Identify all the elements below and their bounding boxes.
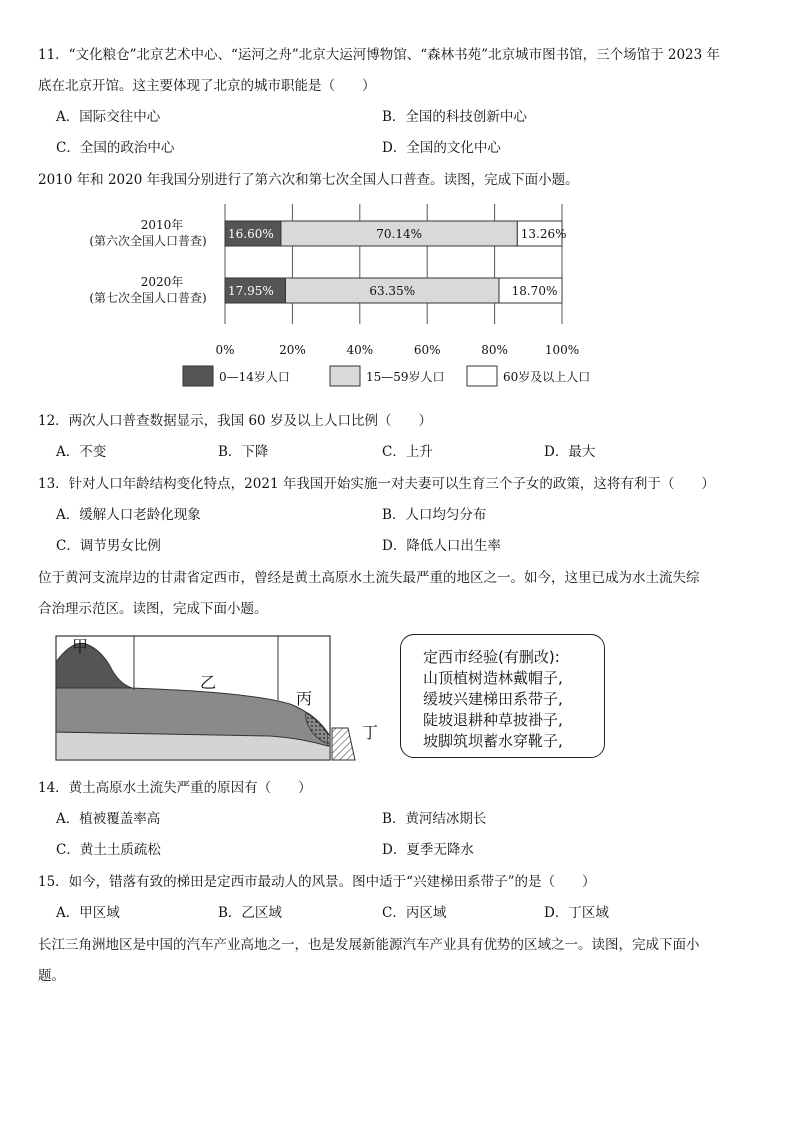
q12-option-c: C．上升 bbox=[382, 444, 433, 460]
slope-cross-section-diagram bbox=[50, 632, 390, 764]
q14-option-c: C．黄土土质疏松 bbox=[56, 842, 161, 858]
q14-option-b: B．黄河结冰期长 bbox=[382, 811, 487, 827]
q11-stem-line2: 底在北京开馆。这主要体现了北京的城市职能是（ ） bbox=[38, 78, 376, 94]
data-label-0-0: 16.60% bbox=[228, 227, 274, 241]
yangtze-intro-line1: 长江三角洲地区是中国的汽车产业高地之一，也是发展新能源汽车产业具有优势的区域之一。读图，完成下面小 bbox=[38, 937, 700, 953]
dingxi-experience-box bbox=[400, 634, 605, 758]
box-line-2: 山顶植树造林戴帽子, bbox=[423, 669, 563, 687]
x-tick-label-1: 20% bbox=[279, 343, 306, 357]
q12-option-b: B．下降 bbox=[218, 444, 269, 460]
box-line-5: 坡脚筑坝蓄水穿靴子, bbox=[423, 732, 563, 750]
q15-option-b: B．乙区域 bbox=[218, 905, 282, 921]
q15-option-d: D．丁区域 bbox=[544, 905, 609, 921]
category-label-0-census: (第六次全国人口普查) bbox=[89, 234, 207, 248]
legend-swatch-2 bbox=[467, 366, 497, 386]
x-tick-label-5: 100% bbox=[544, 343, 580, 357]
data-label-1-1: 63.35% bbox=[369, 284, 416, 298]
label-jia: 甲 bbox=[72, 637, 89, 656]
label-ding: 丁 bbox=[362, 723, 379, 742]
q14-stem: 14．黄土高原水土流失严重的原因有（ ） bbox=[38, 780, 312, 796]
legend-label-1: 15—59岁人口 bbox=[366, 370, 445, 384]
label-bing: 丙 bbox=[296, 689, 313, 708]
data-label-0-1: 70.14% bbox=[376, 227, 423, 241]
category-label-1-year: 2020年 bbox=[140, 275, 184, 289]
box-line-4: 陡坡退耕种草披褂子, bbox=[423, 711, 563, 729]
q12-stem: 12．两次人口普查数据显示，我国 60 岁及以上人口比例（ ） bbox=[38, 413, 432, 429]
data-label-1-0: 17.95% bbox=[228, 284, 274, 298]
category-label-1-census: (第七次全国人口普查) bbox=[89, 291, 207, 305]
q15-option-a: A．甲区域 bbox=[56, 905, 120, 921]
dam-structure bbox=[332, 728, 355, 760]
q14-option-d: D．夏季无降水 bbox=[382, 842, 474, 858]
population-census-chart bbox=[40, 196, 640, 396]
x-tick-label-4: 80% bbox=[481, 343, 508, 357]
box-line-3: 缓坡兴建梯田系带子, bbox=[423, 690, 563, 708]
category-label-0-year: 2010年 bbox=[140, 218, 184, 232]
q14-option-a: A．植被覆盖率高 bbox=[56, 811, 161, 827]
q13-stem: 13．针对人口年龄结构变化特点，2021 年我国开始实施一对夫妻可以生育三个子女的政策，这将有利于（ ） bbox=[38, 476, 715, 492]
q11-option-b: B．全国的科技创新中心 bbox=[382, 109, 527, 125]
census-intro: 2010 年和 2020 年我国分别进行了第六次和第七次全国人口普查。读图，完成下面小题。 bbox=[38, 172, 579, 188]
dingxi-intro-line2: 合治理示范区。读图，完成下面小题。 bbox=[38, 601, 268, 617]
x-tick-label-0: 0% bbox=[215, 343, 235, 357]
data-label-0-2: 13.26% bbox=[520, 227, 567, 241]
box-line-1: 定西市经验(有删改): bbox=[423, 648, 560, 666]
x-tick-label-3: 60% bbox=[413, 343, 441, 357]
q11-stem-line1: 11．“文化粮仓”北京艺术中心、“运河之舟”北京大运河博物馆、“森林书苑”北京城市图书馆，三个场馆于 2023 年 bbox=[38, 47, 721, 63]
data-label-1-2: 18.70% bbox=[511, 284, 558, 298]
q12-option-a: A．不变 bbox=[56, 444, 107, 460]
q11-option-d: D．全国的文化中心 bbox=[382, 140, 501, 156]
legend-label-0: 0—14岁人口 bbox=[219, 370, 290, 384]
dingxi-intro-line1: 位于黄河支流岸边的甘肃省定西市，曾经是黄土高原水土流失最严重的地区之一。如今，这里已成为水土流失综 bbox=[38, 570, 700, 586]
legend-swatch-0 bbox=[183, 366, 213, 386]
q11-option-a: A．国际交往中心 bbox=[56, 109, 161, 125]
q15-option-c: C．丙区域 bbox=[382, 905, 447, 921]
q13-option-c: C．调节男女比例 bbox=[56, 538, 161, 554]
yangtze-intro-line2: 题。 bbox=[38, 968, 65, 984]
legend-label-2: 60岁及以上人口 bbox=[503, 370, 591, 384]
q12-option-d: D．最大 bbox=[544, 444, 596, 460]
q11-option-c: C．全国的政治中心 bbox=[56, 140, 175, 156]
label-yi: 乙 bbox=[200, 673, 217, 692]
q15-stem: 15．如今，错落有致的梯田是定西市最动人的风景。图中适于“兴建梯田系带子”的是（ ） bbox=[38, 874, 596, 890]
x-tick-label-2: 40% bbox=[346, 343, 374, 357]
q13-option-a: A．缓解人口老龄化现象 bbox=[56, 507, 201, 523]
legend-swatch-1 bbox=[330, 366, 360, 386]
q13-option-b: B．人口均匀分布 bbox=[382, 507, 487, 523]
q13-option-d: D．降低人口出生率 bbox=[382, 538, 501, 554]
